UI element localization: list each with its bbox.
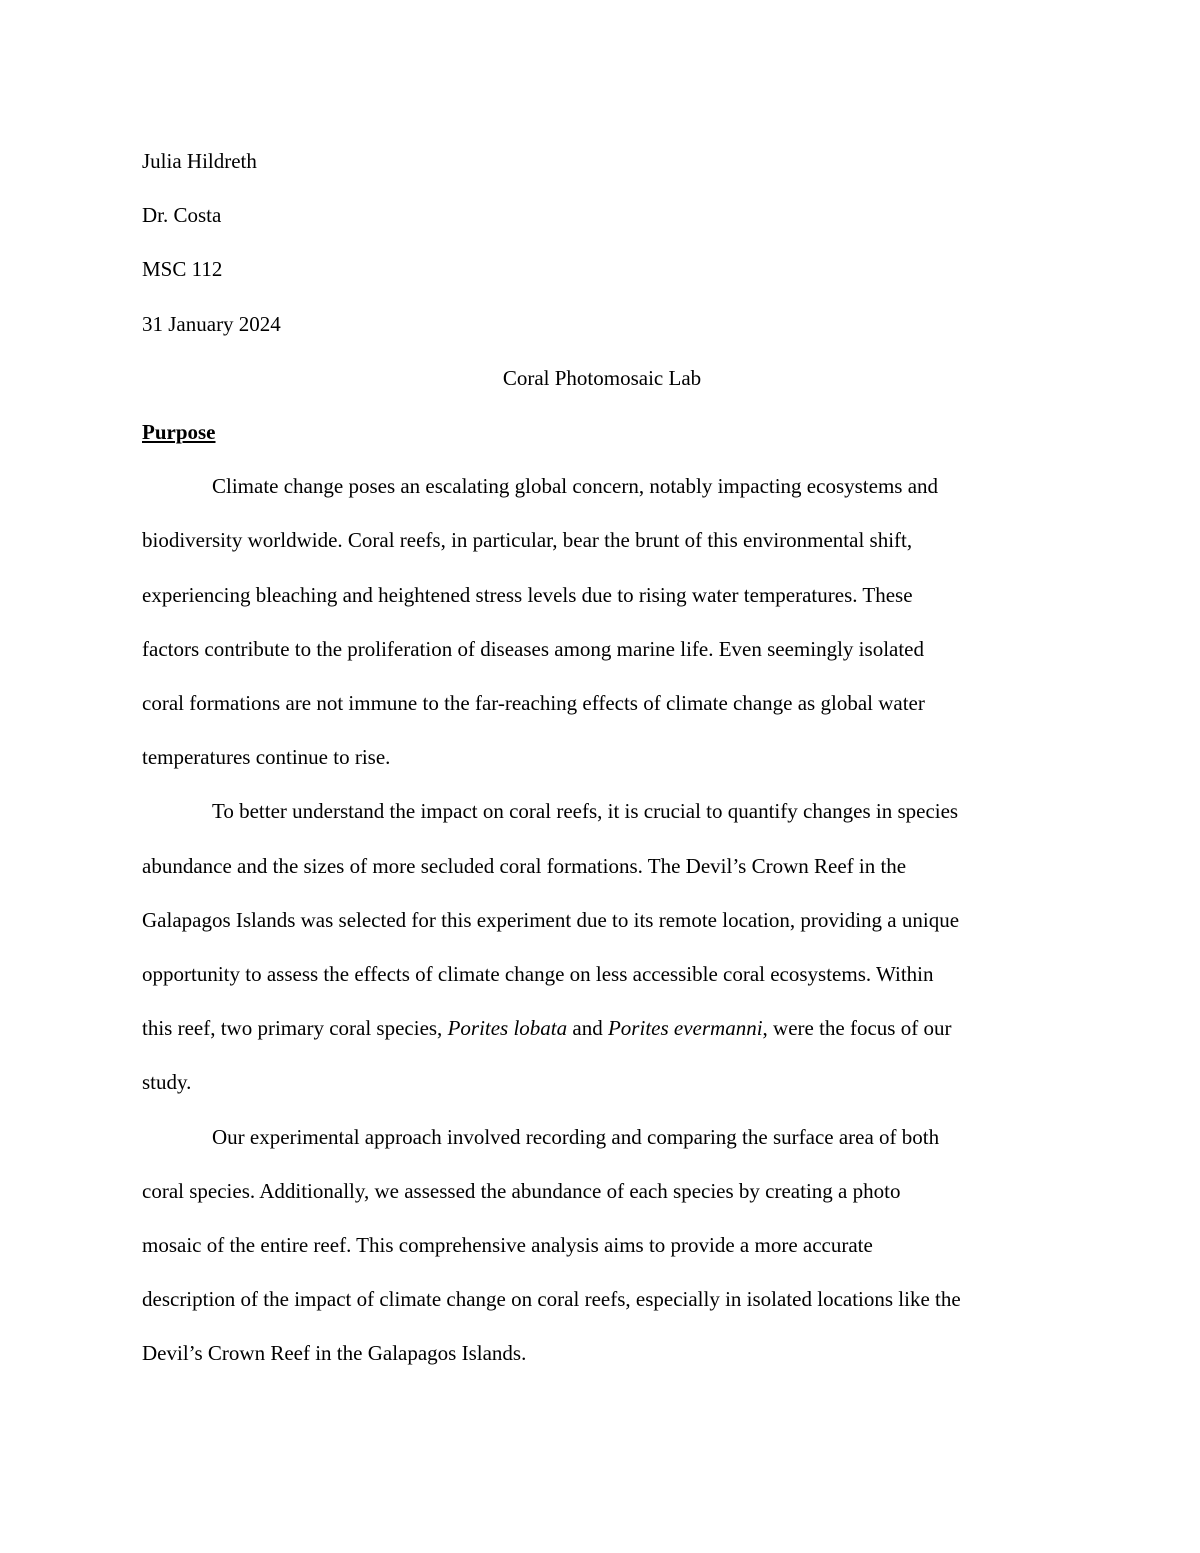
author-name: Julia Hildreth <box>142 149 257 173</box>
species-line-between: and <box>567 1016 608 1041</box>
paragraph-line: coral species. Additionally, we assessed the abundance of each species by creating a photo <box>142 1178 901 1203</box>
species-name-lobata: Porites lobata <box>447 1016 568 1041</box>
paragraph-line: study. <box>142 1070 192 1095</box>
paragraph-line: abundance and the sizes of more secluded coral formations. The Devil’s Crown Reef in the <box>142 853 907 878</box>
paragraph-line: experiencing bleaching and heightened stress levels due to rising water temperatures. These <box>142 582 913 607</box>
paragraph-3 <box>142 1110 1062 1381</box>
course-code: MSC 112 <box>142 257 223 282</box>
document-title: Coral Photomosaic Lab <box>502 365 702 390</box>
document-page <box>142 134 1062 1381</box>
document-date: 31 January 2024 <box>142 311 281 336</box>
paragraph-line: To better understand the impact on coral reefs, it is crucial to quantify changes in species <box>212 799 959 824</box>
paragraph-2 <box>142 784 1062 1109</box>
paragraph-line: Galapagos Islands was selected for this experiment due to its remote location, providing a unique <box>142 907 960 932</box>
species-line-before: this reef, two primary coral species, <box>142 1016 448 1041</box>
section-heading-purpose: Purpose <box>142 420 216 445</box>
paragraph-line: temperatures continue to rise. <box>142 745 391 770</box>
paragraph-line: biodiversity worldwide. Coral reefs, in particular, bear the brunt of this environmental shift, <box>142 528 913 553</box>
species-name-evermanni: Porites evermanni <box>607 1016 763 1041</box>
paragraph-line: Our experimental approach involved recording and comparing the surface area of both <box>212 1124 940 1149</box>
paragraph-line: coral formations are not immune to the far-reaching effects of climate change as global water <box>142 691 925 716</box>
instructor-name: Dr. Costa <box>142 203 222 228</box>
paragraph-line: mosaic of the entire reef. This comprehensive analysis aims to provide a more accurate <box>142 1233 873 1258</box>
paragraph-line: Climate change poses an escalating global concern, notably impacting ecosystems and <box>212 474 939 499</box>
paragraph-line: factors contribute to the proliferation of diseases among marine life. Even seemingly isolated <box>142 636 925 661</box>
species-line-after: , were the focus of our <box>762 1016 952 1041</box>
paragraph-line: description of the impact of climate change on coral reefs, especially in isolated locations like the <box>142 1287 961 1312</box>
paragraph-line: opportunity to assess the effects of climate change on less accessible coral ecosystems. Within <box>142 962 934 987</box>
paragraph-1 <box>142 459 1062 784</box>
paragraph-line: Devil’s Crown Reef in the Galapagos Islands. <box>142 1341 527 1366</box>
paragraph-line-species <box>142 1001 1062 1055</box>
